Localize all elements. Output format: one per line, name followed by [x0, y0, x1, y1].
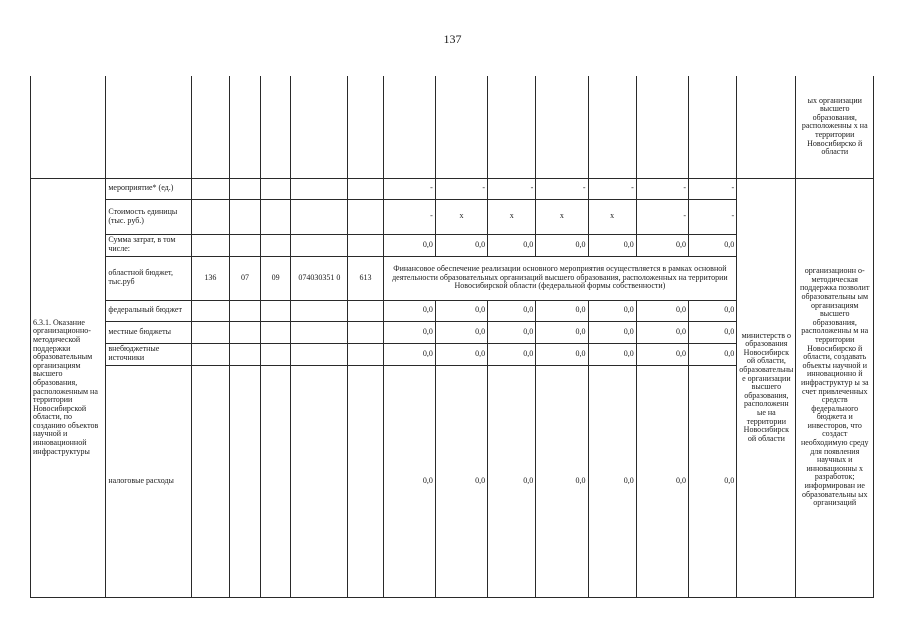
- value-cell: 0,0: [488, 321, 536, 343]
- table-cell: [229, 365, 260, 597]
- value-cell: 0,0: [435, 321, 487, 343]
- table-cell: [191, 343, 229, 365]
- table-row-continuation: [31, 76, 874, 178]
- table-cell: [291, 234, 348, 256]
- table-cell: [348, 300, 383, 321]
- indicator-label: Сумма затрат, в том числе:: [106, 234, 191, 256]
- value-cell: 0,0: [588, 234, 636, 256]
- table-cell: [191, 234, 229, 256]
- table-cell: [229, 300, 260, 321]
- table-cell: [191, 365, 229, 597]
- indicator-label: федеральный бюджет: [106, 300, 191, 321]
- table-cell: [261, 343, 291, 365]
- value-cell: 0,0: [488, 365, 536, 597]
- value-cell: 0,0: [383, 300, 435, 321]
- table-cell: [191, 76, 229, 178]
- table-cell: [191, 178, 229, 199]
- table-cell: [106, 76, 191, 178]
- table-cell: [31, 76, 106, 178]
- value-cell: -: [536, 178, 588, 199]
- table-cell: [229, 234, 260, 256]
- table-cell: [191, 199, 229, 234]
- pr-code: 09: [261, 256, 291, 300]
- value-cell: 0,0: [636, 365, 688, 597]
- value-cell: 0,0: [536, 321, 588, 343]
- table-cell: [229, 76, 260, 178]
- table-cell: [688, 76, 736, 178]
- value-cell: 0,0: [536, 234, 588, 256]
- table-cell: [348, 76, 383, 178]
- value-cell: 0,0: [435, 343, 487, 365]
- value-cell: 0,0: [383, 343, 435, 365]
- value-cell: -: [688, 199, 736, 234]
- indicator-label: налоговые расходы: [106, 365, 191, 597]
- executor-cell: министерств о образования Новосибирск ой области, образовательные организации высшего образования, расположенн ые на территории Новосибирск ой области: [737, 178, 796, 597]
- value-cell: 0,0: [536, 365, 588, 597]
- table-cell: [261, 76, 291, 178]
- continued-result-cell: ых организации высшего образования, расположенны х на территории Новосибирско й области: [796, 76, 874, 178]
- table-cell: [291, 178, 348, 199]
- value-cell: 0,0: [588, 321, 636, 343]
- value-cell: 0,0: [688, 343, 736, 365]
- value-cell: -: [588, 178, 636, 199]
- value-cell: 0,0: [688, 365, 736, 597]
- value-cell: 0,0: [435, 234, 487, 256]
- table-cell: [435, 76, 487, 178]
- value-cell: 0,0: [488, 300, 536, 321]
- indicator-label: местные бюджеты: [106, 321, 191, 343]
- value-cell: -: [383, 178, 435, 199]
- expected-result-cell: организационн о-методическая поддержка позволит образовательны ым организациям высшего образования, расположенны м на территории Новосибирско й области, создавать объекты научной и инновационно й инфраструктур ы за счет привлеченных средств федерального бюджета и инвесторов, что создаст необходимую среду для появления научных и инновационны х разработок; информирован ие образовательны ых организаций: [796, 178, 874, 597]
- grbs-code: 136: [191, 256, 229, 300]
- table-cell: [229, 178, 260, 199]
- table-cell: [291, 199, 348, 234]
- table-cell: [191, 300, 229, 321]
- table-cell: [348, 178, 383, 199]
- value-cell: 0,0: [383, 321, 435, 343]
- table-row: [31, 178, 874, 199]
- table-cell: [488, 76, 536, 178]
- vr-code: 613: [348, 256, 383, 300]
- value-cell: 0,0: [588, 343, 636, 365]
- value-cell: 0,0: [588, 365, 636, 597]
- value-cell: 0,0: [488, 234, 536, 256]
- indicator-label: Стоимость единицы (тыс. руб.): [106, 199, 191, 234]
- value-cell: -: [383, 199, 435, 234]
- table-cell: [383, 76, 435, 178]
- table-cell: [536, 76, 588, 178]
- value-cell: 0,0: [588, 300, 636, 321]
- budget-table: [30, 76, 874, 598]
- table-cell: [261, 178, 291, 199]
- value-cell: -: [636, 178, 688, 199]
- value-cell: 0,0: [636, 321, 688, 343]
- value-cell: -: [636, 199, 688, 234]
- csr-code: 074030351 0: [291, 256, 348, 300]
- value-cell: 0,0: [383, 365, 435, 597]
- table-cell: [229, 321, 260, 343]
- value-cell: 0,0: [688, 234, 736, 256]
- table-cell: [261, 300, 291, 321]
- table-cell: [261, 321, 291, 343]
- value-cell: 0,0: [636, 343, 688, 365]
- table-cell: [588, 76, 636, 178]
- table-cell: [291, 343, 348, 365]
- table-cell: [291, 321, 348, 343]
- value-cell: 0,0: [536, 343, 588, 365]
- table-cell: [261, 199, 291, 234]
- value-cell: 0,0: [688, 321, 736, 343]
- indicator-label: мероприятие* (ед.): [106, 178, 191, 199]
- value-cell: 0,0: [636, 300, 688, 321]
- table-cell: [348, 234, 383, 256]
- budget-table-sheet: [30, 76, 874, 599]
- table-cell: [191, 321, 229, 343]
- table-cell: [737, 76, 796, 178]
- table-cell: [348, 321, 383, 343]
- page-number: 137: [443, 32, 462, 46]
- value-cell: -: [688, 178, 736, 199]
- value-cell: 0,0: [688, 300, 736, 321]
- table-cell: [229, 199, 260, 234]
- table-cell: [291, 300, 348, 321]
- table-cell: [348, 365, 383, 597]
- table-cell: [348, 199, 383, 234]
- value-cell: х: [435, 199, 487, 234]
- value-cell: 0,0: [636, 234, 688, 256]
- value-cell: х: [588, 199, 636, 234]
- value-cell: х: [536, 199, 588, 234]
- table-cell: [291, 76, 348, 178]
- rz-code: 07: [229, 256, 260, 300]
- value-cell: 0,0: [536, 300, 588, 321]
- table-cell: [636, 76, 688, 178]
- table-cell: [348, 343, 383, 365]
- indicator-label: внебюджетные источники: [106, 343, 191, 365]
- table-cell: [291, 365, 348, 597]
- value-cell: х: [488, 199, 536, 234]
- value-cell: -: [435, 178, 487, 199]
- value-cell: 0,0: [435, 300, 487, 321]
- financing-note: Финансовое обеспечение реализации основного мероприятия осуществляется в рамках основной деятельности образовательных организаций высшего образования, расположенных на территории Новосибирской области (федеральной формы собственности): [383, 256, 737, 300]
- indicator-label: областной бюджет, тыс.руб: [106, 256, 191, 300]
- value-cell: 0,0: [383, 234, 435, 256]
- value-cell: -: [488, 178, 536, 199]
- value-cell: 0,0: [488, 343, 536, 365]
- table-cell: [261, 234, 291, 256]
- table-cell: [229, 343, 260, 365]
- table-cell: [261, 365, 291, 597]
- activity-name-cell: 6.3.1. Оказание организационно-методической поддержки образовательным организациям высшего образования, расположенным на территории Новосибирской области, по созданию объектов научной и инновационной инфраструктуры: [31, 178, 106, 597]
- value-cell: 0,0: [435, 365, 487, 597]
